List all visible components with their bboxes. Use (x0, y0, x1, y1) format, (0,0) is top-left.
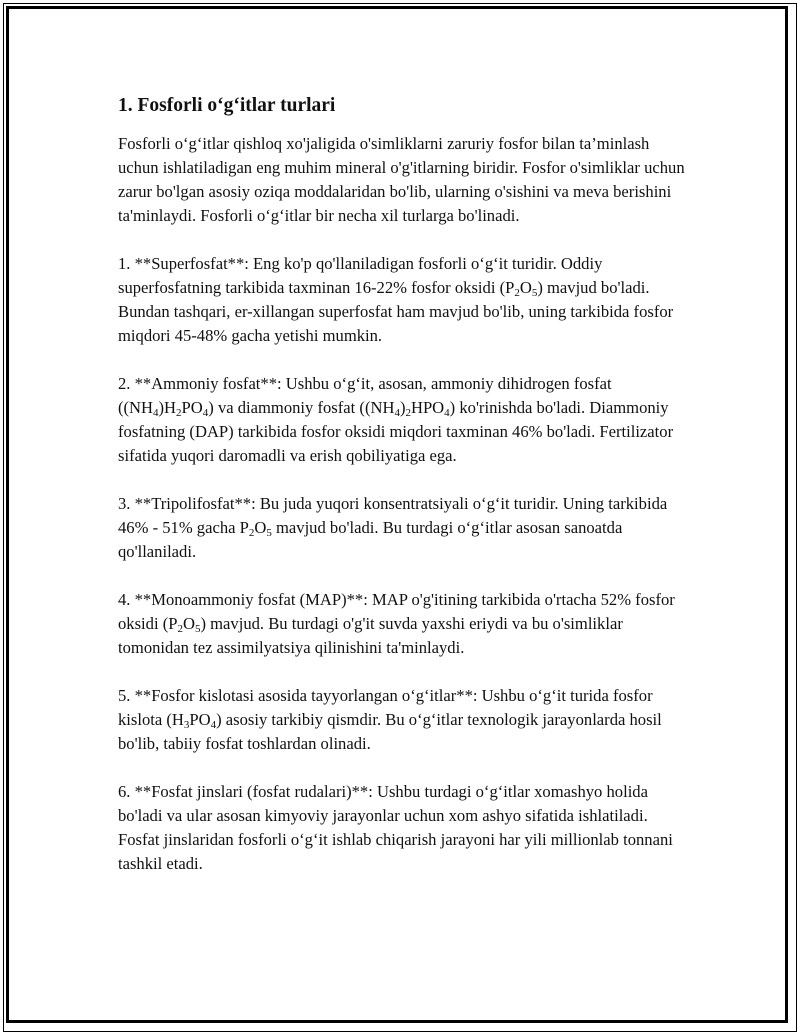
subscript: 4 (210, 719, 217, 731)
text-run: HPO (410, 398, 445, 417)
list-item (118, 492, 693, 564)
list-item (118, 252, 693, 348)
text-run: ) va diammoniy fosfat ((NH (208, 398, 395, 417)
section-heading: 1. Fosforli o‘g‘itlar turlari (118, 95, 336, 116)
subscript: 5 (266, 527, 272, 539)
subscript: 2 (177, 623, 183, 635)
text-run: )H (158, 398, 177, 417)
subscript: 2 (514, 287, 520, 299)
text-run: O (182, 614, 195, 633)
text-run: ) (399, 398, 406, 417)
text-run: O (254, 518, 267, 537)
text-run: 2. **Ammoniy fosfat**: Ushbu o‘g‘it, asosan, ammoniy dihidrogen fosfat ((NH (118, 374, 612, 417)
text-run: ) asosiy tarkibiy qismdir. Bu o‘g‘itlar texnologik jarayonlarda hosil bo'lib, tabiiy fosfat toshlardan olinadi. (118, 710, 662, 753)
text-run: 5. **Fosfor kislotasi asosida tayyorlangan o‘g‘itlar**: Ushbu o‘g‘it turida fosfor kislota (H (118, 686, 653, 729)
list-item (118, 372, 693, 468)
text-run: PO (189, 710, 211, 729)
text-run: ) mavjud. Bu turdagi o'g'it suvda yaxshi eriydi va bu o'simliklar tomonidan tez assimilyatsiya qilinishini ta'minlaydi. (118, 614, 623, 657)
document-body (118, 93, 693, 900)
list-item (118, 588, 693, 660)
subscript: 4 (202, 407, 209, 419)
text-run: 6. **Fosfat jinslari (fosfat rudalari)**: Ushbu turdagi o‘g‘itlar xomashyo holida bo'ladi va ular asosan kimyoviy jarayonlar uchun xom ashyo sifatida ishlatiladi. Fosfat jinslaridan fosforli o‘g‘it ishlab chiqarish jarayoni har yili millionlab tonnani tashkil etadi. (118, 782, 673, 873)
subscript: 2 (248, 527, 255, 539)
text-run: 1. **Superfosfat**: Eng ko'p qo'llaniladigan fosforli o‘g‘it turidir. Oddiy superfosfatning tarkibida taxminan 16-22% fosfor oksidi (P (118, 254, 603, 297)
subscript: 4 (444, 407, 450, 419)
intro-paragraph: Fosforli o‘g‘itlar qishloq xo'jaligida o'simliklarni zaruriy fosfor bilan ta’minlash uchun ishlatiladigan eng muhim mineral o'g'itlarning biridir. Fosfor o'simliklar uchun zarur bo'lgan asosiy oziqa moddalaridan bo'lib, ularning o'sishini va meva berishini ta'minlaydi. Fosforli o‘g‘itlar bir necha xil turlarga bo'linadi. (118, 134, 685, 225)
text-run: ) mavjud bo'ladi. Bundan tashqari, er-xillangan superfosfat ham mavjud bo'lib, uning tarkibida fosfor miqdori 45-48% gacha yetishi mumkin. (118, 278, 674, 345)
subscript: 4 (153, 407, 159, 419)
text-run: 4. **Monoammoniy fosfat (MAP)**: MAP o'g'itining tarkibida o'rtacha 52% fosfor oksidi (P (118, 590, 675, 633)
subscript: 5 (531, 287, 538, 299)
list-item (118, 780, 693, 876)
list-item (118, 684, 693, 756)
subscript: 2 (176, 407, 182, 419)
text-run: 3. **Tripolifosfat**: Bu juda yuqori konsentratsiyali o‘g‘it turidir. Uning tarkibida 46% - 51% gacha P (118, 494, 668, 537)
subscript: 2 (405, 407, 411, 419)
fertilizer-list (118, 252, 693, 876)
text-run: mavjud bo'ladi. Bu turdagi o‘g‘itlar asosan sanoatda qo'llaniladi. (118, 518, 623, 561)
text-run: PO (181, 398, 203, 417)
text-run: O (519, 278, 532, 297)
subscript: 5 (194, 623, 201, 635)
text-run: ) ko'rinishda bo'ladi. Diammoniy fosfatning (DAP) tarkibida fosfor oksidi miqdori taxminan 46% bo'ladi. Fertilizator sifatida yuqori daromadli va erish qobiliyatiga ega. (118, 398, 674, 465)
subscript: 3 (183, 719, 190, 731)
subscript: 4 (394, 407, 400, 419)
